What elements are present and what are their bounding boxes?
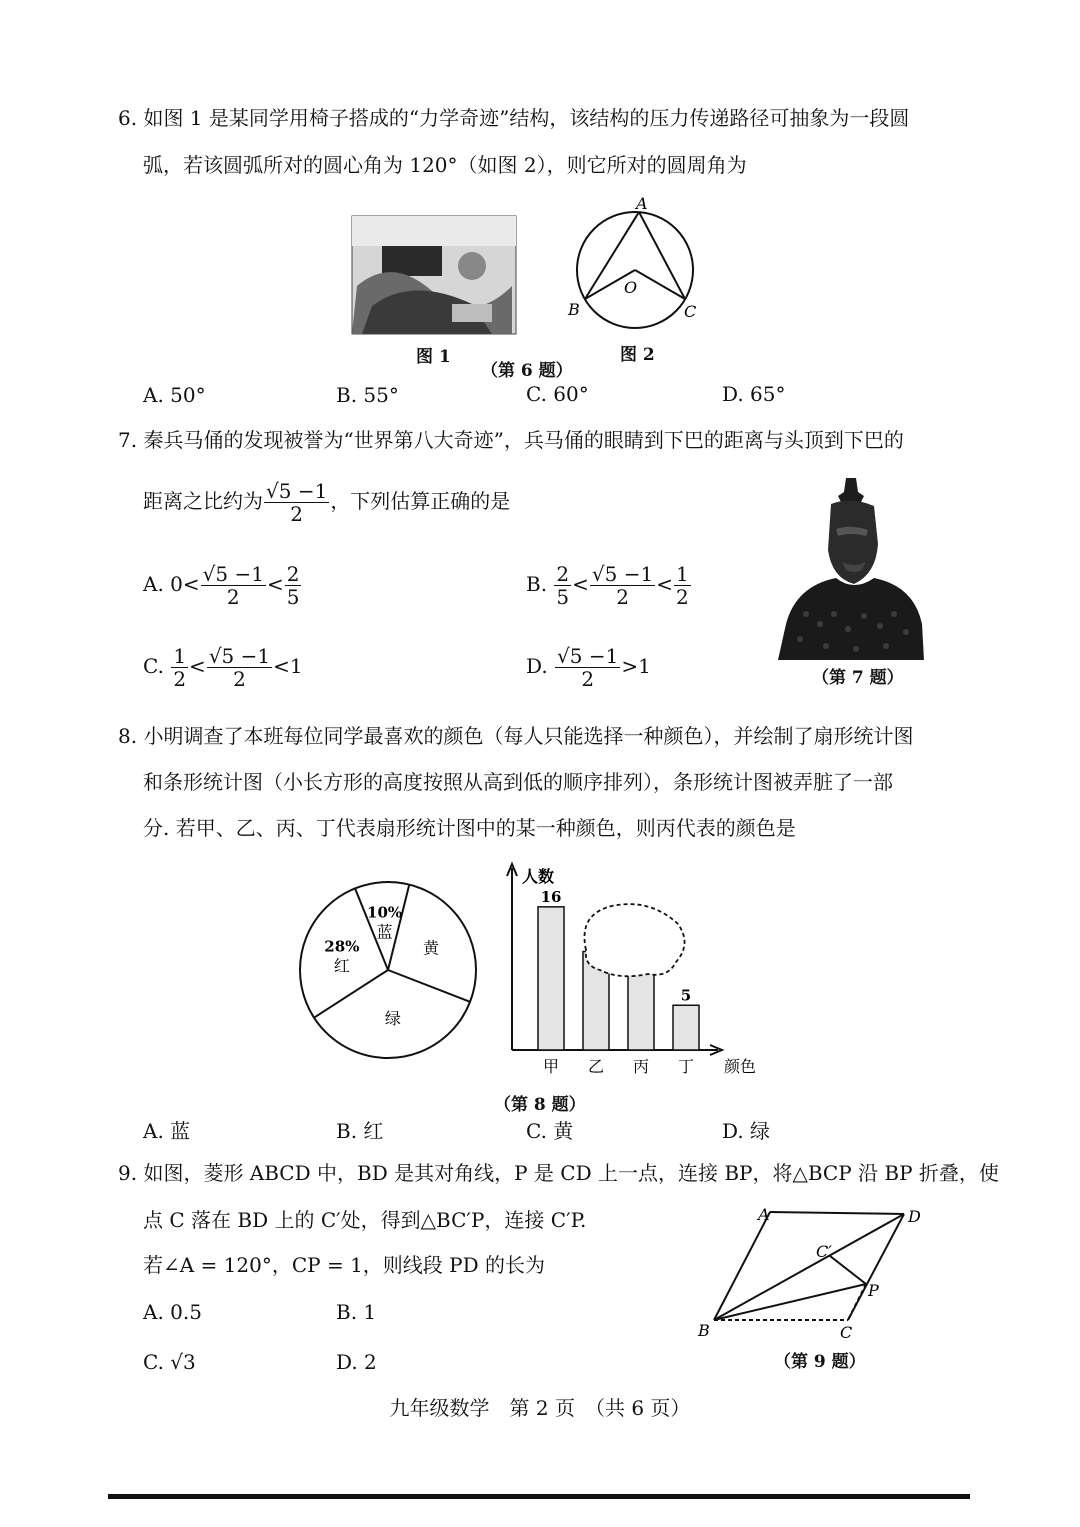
- q8-text-line3: 分. 若甲、乙、丙、丁代表扇形统计图中的某一种颜色，则丙代表的颜色是: [143, 816, 796, 840]
- q9-option-c: C. √3: [143, 1350, 196, 1374]
- q6-option-d: D. 65°: [722, 382, 786, 406]
- q8-option-d: D. 绿: [722, 1119, 771, 1143]
- fraction: [201, 563, 266, 608]
- fraction: [590, 563, 655, 608]
- q7-figure-caption: （第 7 题）: [812, 668, 904, 688]
- fraction-denominator: 2: [173, 667, 187, 691]
- q9-option-b: B. 1: [336, 1300, 377, 1324]
- q9-text-line3: 若∠A = 120°，CP = 1，则线段 PD 的长为: [143, 1253, 546, 1277]
- bottom-rule: [108, 1494, 970, 1499]
- bar: [673, 1005, 699, 1050]
- fraction-denominator: 2: [290, 502, 304, 526]
- point-label-a: A: [758, 1205, 770, 1224]
- pie-slice-percent: 10%: [367, 903, 403, 922]
- fraction-denominator: 5: [556, 585, 570, 609]
- bar-value-label: 16: [540, 887, 562, 906]
- q8-option-b: B. 红: [336, 1119, 384, 1143]
- q7-terracotta-warrior-image: [776, 474, 926, 660]
- q7-option-a: [143, 563, 302, 608]
- q7-text-line1: 7. 秦兵马俑的发现被誉为“世界第八大奇迹”，兵马俑的眼睛到下巴的距离与头顶到下巴的: [118, 428, 904, 452]
- q9-figure-caption: （第 9 题）: [774, 1352, 866, 1372]
- fraction-denominator: 5: [286, 585, 300, 609]
- q7-option-c: [143, 645, 303, 690]
- fraction-numerator: √5 −1: [591, 562, 654, 586]
- point-label-b: B: [698, 1321, 710, 1340]
- q9-rhombus-diagram: [690, 1200, 930, 1350]
- q8-option-c: C. 黄: [526, 1119, 574, 1143]
- q6-figure2-caption: 图 2: [620, 345, 655, 365]
- q8-text-line1: 8. 小明调查了本班每位同学最喜欢的颜色（每人只能选择一种颜色），并绘制了扇形统计图: [118, 724, 914, 748]
- option-tail: >1: [621, 654, 651, 678]
- q6-option-b: B. 55°: [336, 383, 399, 407]
- pie-slice-label: 黄: [422, 938, 439, 958]
- q6-figure-caption: （第 6 题）: [481, 361, 573, 381]
- fraction-numerator: √5 −1: [208, 644, 271, 668]
- q8-bar-chart: [500, 862, 770, 1082]
- fraction-denominator: 2: [581, 667, 595, 691]
- fraction-numerator: √5 −1: [266, 479, 328, 503]
- q9-text-line2: 点 C 落在 BD 上的 C′处，得到△BC′P，连接 C′P.: [143, 1208, 587, 1232]
- point-label-a: A: [636, 194, 648, 213]
- q8-pie-chart: [298, 880, 478, 1060]
- less-than-sign: <: [266, 572, 284, 596]
- fraction-numerator: 1: [173, 644, 187, 668]
- fraction: [674, 563, 691, 608]
- fraction-denominator: 2: [226, 585, 240, 609]
- q6-option-c: C. 60°: [526, 382, 589, 406]
- bar: [538, 907, 564, 1050]
- q6-figure1-caption: 图 1: [416, 347, 451, 367]
- fraction-numerator: 1: [676, 562, 689, 586]
- q7-option-b: [526, 563, 692, 608]
- y-axis-label: 人数: [522, 867, 555, 886]
- pie-slice-label: 蓝: [376, 922, 393, 942]
- point-label-p: P: [868, 1281, 879, 1300]
- q9-option-d: D. 2: [336, 1350, 377, 1374]
- q6-figure2-circle-diagram: [560, 195, 710, 335]
- fraction-numerator: 2: [286, 562, 300, 586]
- option-label: B.: [526, 572, 548, 596]
- point-label-b: B: [568, 300, 580, 319]
- q8-option-a: A. 蓝: [143, 1119, 191, 1143]
- point-label-o: O: [624, 278, 638, 297]
- less-than-sign: <: [189, 654, 206, 678]
- q6-text-line2: 弧，若该圆弧所对的圆心角为 120°（如图 2），则它所对的圆周角为: [143, 153, 747, 177]
- fraction: [171, 645, 188, 690]
- less-than-sign: <: [656, 572, 673, 596]
- q8-text-line2: 和条形统计图（小长方形的高度按照从高到低的顺序排列），条形统计图被弄脏了一部: [143, 770, 893, 794]
- pie-slice-label: 红: [333, 956, 350, 976]
- fraction: [207, 645, 272, 690]
- fraction-denominator: 2: [616, 585, 629, 609]
- fraction-numerator: √5 −1: [202, 562, 264, 586]
- fraction-numerator: √5 −1: [557, 644, 619, 668]
- option-label: C.: [143, 654, 164, 678]
- x-tick-label: 甲: [542, 1057, 560, 1076]
- pie-slice-percent: 28%: [324, 937, 360, 956]
- q7-text-line2: [143, 480, 510, 525]
- option-tail: <1: [273, 654, 303, 678]
- fraction: [555, 645, 620, 690]
- q9-text-line1: 9. 如图，菱形 ABCD 中，BD 是其对角线，P 是 CD 上一点，连接 BP，将△BCP 沿 BP 折叠，使: [118, 1161, 999, 1185]
- x-axis-label: 颜色: [724, 1057, 757, 1076]
- point-label-c: C: [684, 302, 697, 321]
- x-tick-label: 丙: [632, 1057, 650, 1076]
- fraction-denominator: 2: [233, 667, 246, 691]
- q8-figure-caption: （第 8 题）: [494, 1095, 586, 1115]
- fraction-denominator: 2: [676, 585, 689, 609]
- x-tick-label: 丁: [677, 1057, 695, 1076]
- point-label-c-prime: C′: [816, 1242, 832, 1261]
- pie-slice-label: 绿: [384, 1009, 401, 1029]
- point-label-d: D: [908, 1207, 921, 1226]
- q7-option-d: [526, 645, 651, 690]
- q6-figure1-photo: [352, 216, 516, 334]
- fraction: [285, 563, 302, 608]
- fraction-numerator: 2: [556, 562, 570, 586]
- bar-value-label: 5: [680, 986, 692, 1005]
- option-label: D.: [526, 654, 548, 678]
- q6-text-line1: 6. 如图 1 是某同学用椅子搭成的“力学奇迹”结构，该结构的压力传递路径可抽象为一段圆: [118, 106, 910, 130]
- q9-option-a: A. 0.5: [143, 1300, 202, 1324]
- q7-line2-pre: 距离之比约为: [143, 489, 263, 513]
- q7-line2-post: ，下列估算正确的是: [330, 489, 511, 513]
- x-tick-label: 乙: [587, 1057, 605, 1076]
- q6-option-a: A. 50°: [143, 383, 206, 407]
- q7-ratio-fraction: [264, 480, 329, 525]
- fraction: [554, 563, 571, 608]
- page-footer: 九年级数学 第 2 页 （共 6 页）: [389, 1396, 691, 1420]
- option-label: A. 0<: [143, 572, 200, 596]
- point-label-c: C: [840, 1323, 853, 1342]
- smudge-cloud: [584, 904, 684, 976]
- less-than-sign: <: [572, 572, 589, 596]
